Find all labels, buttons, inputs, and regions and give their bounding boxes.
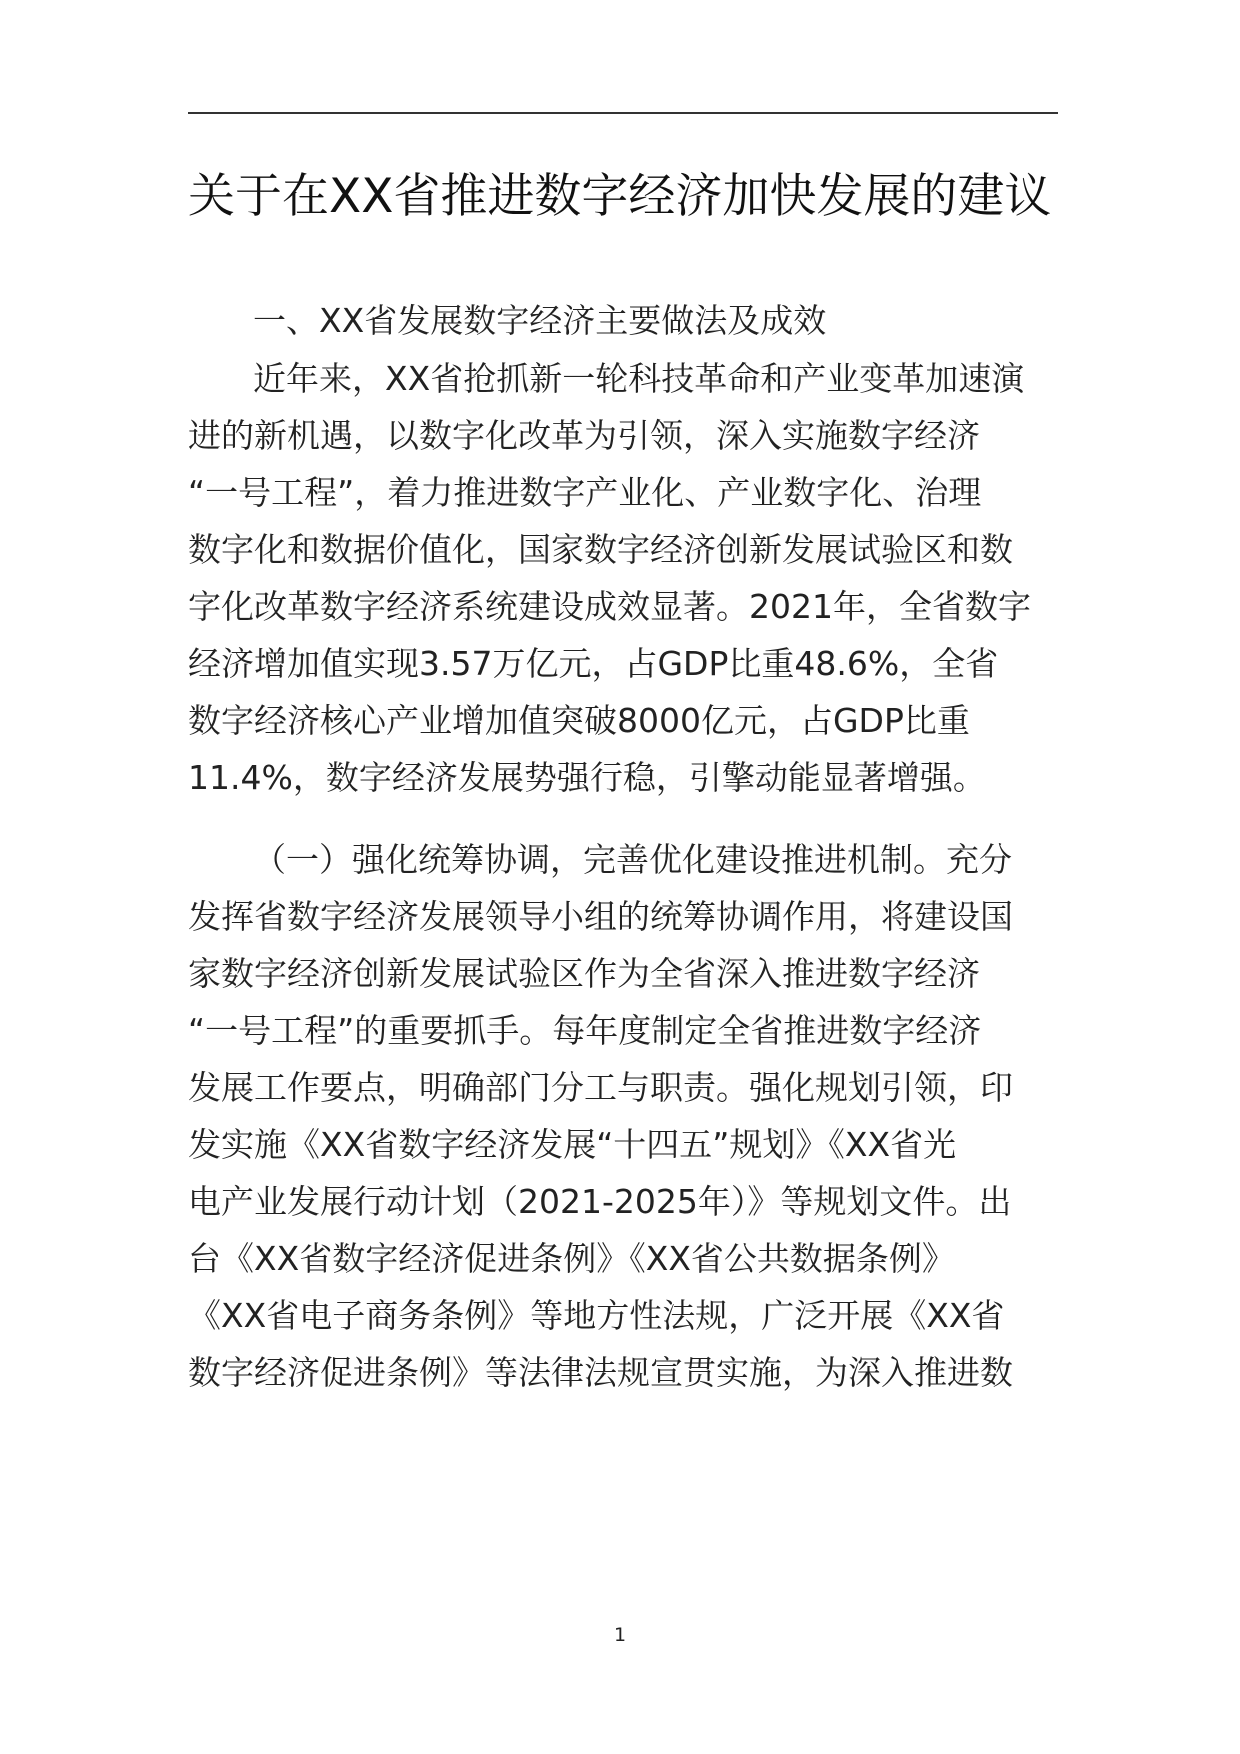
paragraph-1-line: 进的新机遇，以数字化改革为引领，深入实施数字经济 (188, 416, 980, 455)
page-number: 1 (613, 1624, 627, 1646)
section-heading: 一、XX省发展数字经济主要做法及成效 (253, 301, 827, 340)
paragraph-2-line: 发实施《XX省数字经济发展“十四五”规划》《XX省光 (188, 1125, 957, 1164)
paragraph-2-line: 台《XX省数字经济促进条例》《XX省公共数据条例》 (188, 1239, 955, 1278)
paragraph-1-line: “一号工程”，着力推进数字产业化、产业数字化、治理 (188, 473, 982, 512)
paragraph-1-line: 近年来，XX省抢抓新一轮科技革命和产业变革加速演 (253, 359, 1025, 398)
paragraph-1-line: 数字经济核心产业增加值突破8000亿元，占GDP比重 (188, 701, 970, 740)
paragraph-2-line: 发展工作要点，明确部门分工与职责。强化规划引领，印 (188, 1068, 1013, 1107)
paragraph-2-line: 数字经济促进条例》等法律法规宣贯实施，为深入推进数 (188, 1353, 1013, 1392)
paragraph-2-line: 电产业发展行动计划（2021-2025年）》等规划文件。出 (188, 1182, 1012, 1221)
paragraph-2-line: （一）强化统筹协调，完善优化建设推进机制。充分 (253, 840, 1012, 879)
paragraph-2-line: 发挥省数字经济发展领导小组的统筹协调作用，将建设国 (188, 897, 1013, 936)
paragraph-1-line: 经济增加值实现3.57万亿元，占GDP比重48.6%，全省 (188, 644, 999, 683)
paragraph-2-line: 《XX省电子商务条例》等地方性法规，广泛开展《XX省 (188, 1296, 1005, 1335)
header-rule (188, 112, 1058, 114)
paragraph-2-line: “一号工程”的重要抓手。每年度制定全省推进数字经济 (188, 1011, 982, 1050)
paragraph-1-line: 11.4%，数字经济发展势强行稳，引擎动能显著增强。 (188, 758, 986, 797)
document-title: 关于在XX省推进数字经济加快发展的建议 (188, 169, 1052, 224)
paragraph-1-line: 字化改革数字经济系统建设成效显著。2021年，全省数字 (188, 587, 1031, 626)
paragraph-2-line: 家数字经济创新发展试验区作为全省深入推进数字经济 (188, 954, 980, 993)
paragraph-1-line: 数字化和数据价值化，国家数字经济创新发展试验区和数 (188, 530, 1013, 569)
